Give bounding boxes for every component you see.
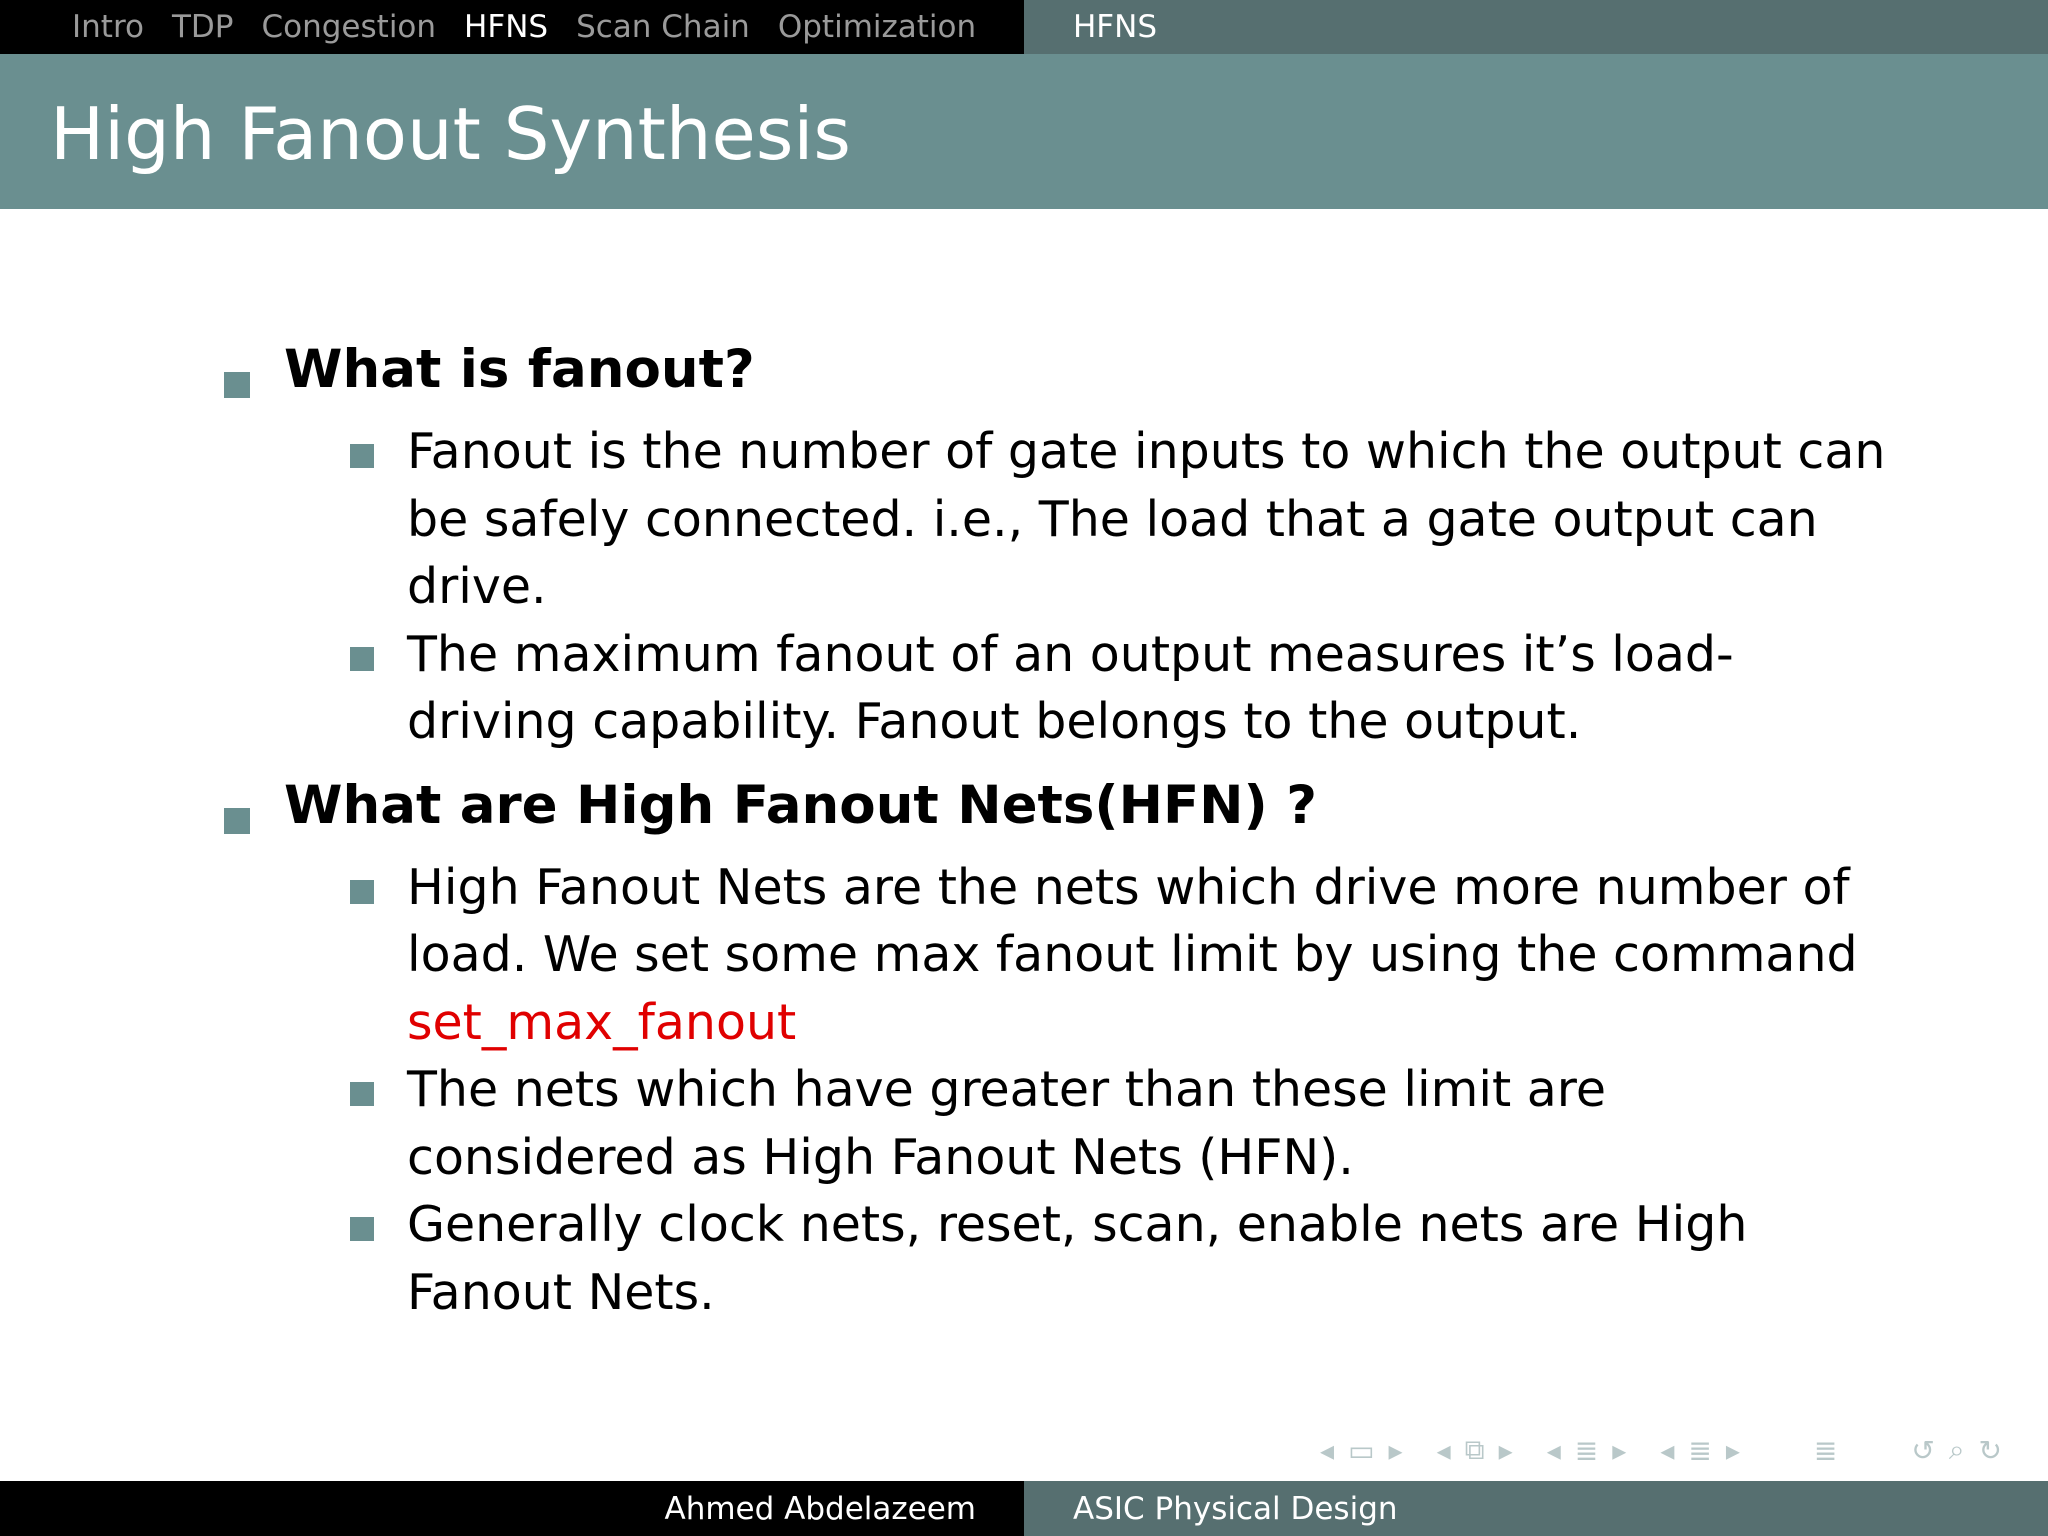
square-bullet-icon [350, 1082, 374, 1106]
headline-bar [0, 0, 2048, 54]
bullet-item [407, 418, 1887, 621]
arrow-right-icon[interactable]: ▸ [1498, 1433, 1513, 1467]
footer-bar [0, 1481, 2048, 1536]
frame-icon[interactable]: ▭ [1348, 1433, 1375, 1467]
beamer-navigation-symbols [1320, 1430, 2020, 1470]
current-section-label[interactable]: HFNS [1073, 9, 1158, 45]
section-icon[interactable]: ≣ [1574, 1433, 1599, 1467]
item-text: Generally clock nets, reset, scan, enable nets are High Fanout Nets. [407, 1196, 1748, 1321]
square-bullet-icon [350, 1217, 374, 1241]
item-text: High Fanout Nets are the nets which drive more number of load. We set some max fanout limit by using the command [407, 858, 1858, 983]
item-text: The nets which have greater than these limit are considered as High Fanout Nets (HFN). [407, 1061, 1606, 1186]
arrow-right-icon[interactable]: ▸ [1612, 1433, 1627, 1467]
square-bullet-icon [224, 808, 250, 834]
bullet-item [407, 854, 1887, 1057]
nav-item-congestion[interactable]: Congestion [261, 9, 437, 45]
bullet-item [407, 621, 1887, 756]
presentation-title: ASIC Physical Design [1073, 1490, 1398, 1527]
subsection-icon[interactable]: ⧉ [1464, 1433, 1485, 1466]
nav-item-intro[interactable]: Intro [72, 9, 144, 45]
arrow-left-icon[interactable]: ◂ [1436, 1433, 1451, 1467]
slide-content [0, 330, 2048, 1326]
arrow-left-icon[interactable]: ◂ [1660, 1433, 1675, 1467]
nav-item-tdp[interactable]: TDP [171, 9, 234, 45]
arrow-right-icon[interactable]: ▸ [1725, 1433, 1740, 1467]
nav-item-optimization[interactable]: Optimization [777, 9, 977, 45]
command-text: set_max_fanout [407, 993, 797, 1051]
undo-icon[interactable]: ↺ [1911, 1433, 1935, 1467]
square-bullet-icon [350, 444, 374, 468]
footer-author-box [0, 1481, 1024, 1536]
bullet-heading [284, 330, 2048, 410]
heading-text: What are High Fanout Nets(HFN) ? [284, 774, 1317, 836]
arrow-left-icon[interactable]: ◂ [1546, 1433, 1561, 1467]
redo-icon[interactable]: ↻ [1978, 1433, 2002, 1467]
nav-item-hfns[interactable]: HFNS [464, 9, 549, 45]
arrow-left-icon[interactable]: ◂ [1320, 1433, 1335, 1467]
list-icon[interactable]: ≣ [1813, 1433, 1838, 1467]
bullet-item [407, 1191, 1887, 1326]
list-icon[interactable]: ≣ [1688, 1433, 1712, 1467]
heading-text: What is fanout? [284, 339, 755, 400]
bullet-heading [284, 766, 2048, 846]
author-name: Ahmed Abdelazeem [664, 1490, 976, 1527]
frame-title-bar [0, 54, 2048, 209]
headline-nav [0, 0, 1024, 54]
nav-item-scan-chain[interactable]: Scan Chain [576, 9, 750, 45]
item-text: Fanout is the number of gate inputs to which the output can be safely connected. i.e., The load that a gate output can drive. [407, 423, 1886, 615]
square-bullet-icon [350, 880, 374, 904]
square-bullet-icon [350, 647, 374, 671]
item-text: The maximum fanout of an output measures it’s load-driving capability. Fanout belongs to the output. [407, 625, 1734, 750]
page-title: High Fanout Synthesis [50, 92, 851, 176]
headline-section [1024, 0, 2048, 54]
arrow-right-icon[interactable]: ▸ [1388, 1433, 1403, 1467]
bullet-item [407, 1056, 1887, 1191]
search-icon[interactable]: ⌕ [1948, 1433, 1965, 1466]
footer-title-box [1024, 1481, 2048, 1536]
square-bullet-icon [224, 372, 250, 398]
